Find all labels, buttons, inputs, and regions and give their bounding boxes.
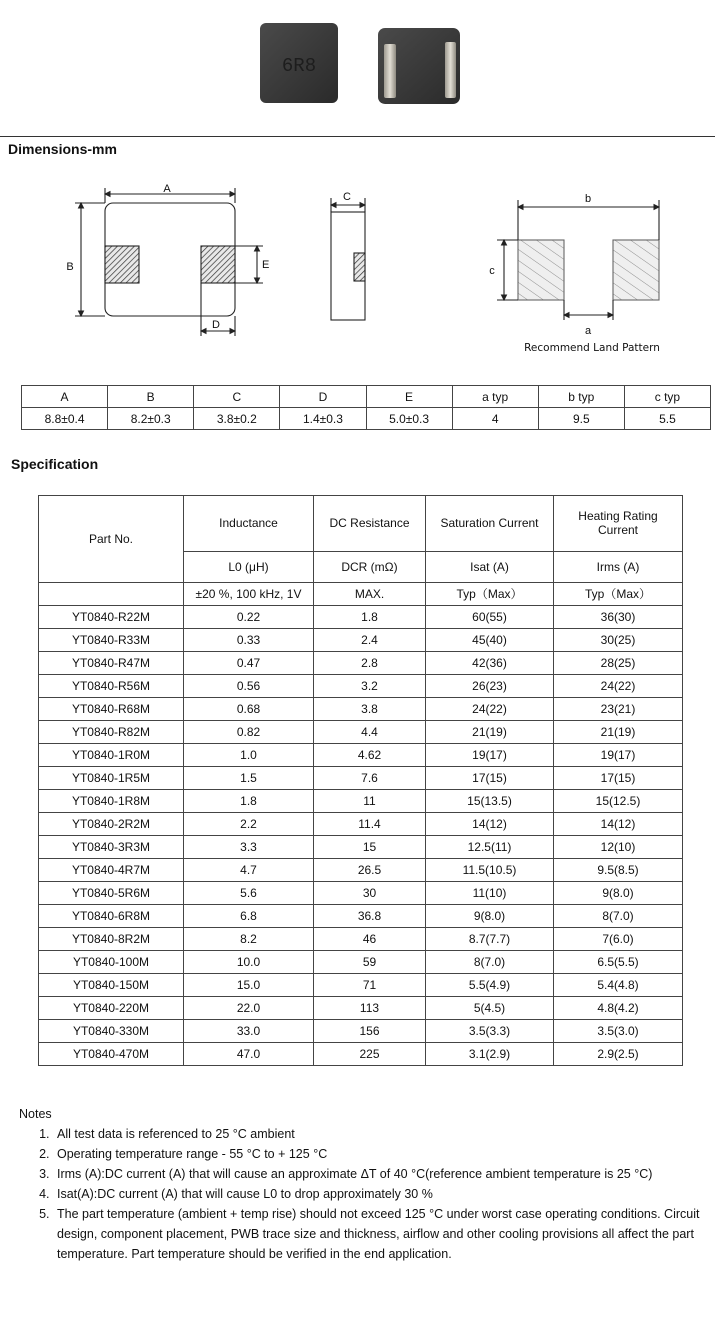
table-cell: 0.56 xyxy=(184,675,314,698)
front-view xyxy=(75,188,263,336)
table-row xyxy=(39,629,683,652)
inductor-side-view xyxy=(378,28,460,104)
table-cell: 2.8 xyxy=(314,652,426,675)
dimensions-header-row xyxy=(22,386,711,408)
table-cell: YT0840-5R6M xyxy=(39,882,184,905)
table-cell: 9.5(8.5) xyxy=(554,859,683,882)
land-pattern-caption: Recommend Land Pattern xyxy=(524,342,660,354)
table-cell: 36(30) xyxy=(554,606,683,629)
table-cell: YT0840-R82M xyxy=(39,721,184,744)
table-row xyxy=(39,721,683,744)
table-cell: 15(12.5) xyxy=(554,790,683,813)
table-cell: YT0840-R47M xyxy=(39,652,184,675)
table-header-cell: b typ xyxy=(538,386,624,408)
table-cell: 3.3 xyxy=(184,836,314,859)
table-cell: 9(8.0) xyxy=(554,882,683,905)
header-irms-unit: Irms (A) xyxy=(554,551,683,582)
table-header-cell: c typ xyxy=(624,386,710,408)
header-inductance: Inductance xyxy=(184,496,314,552)
table-header-cell: A xyxy=(22,386,108,408)
table-cell: 21(19) xyxy=(426,721,554,744)
table-cell: YT0840-100M xyxy=(39,951,184,974)
table-cell: 15.0 xyxy=(184,974,314,997)
table-cell: 36.8 xyxy=(314,905,426,928)
specification-title: Specification xyxy=(11,456,99,472)
spec-condition-row xyxy=(39,583,683,606)
table-cell: 11 xyxy=(314,790,426,813)
table-header-cell: D xyxy=(280,386,366,408)
table-cell: 7(6.0) xyxy=(554,928,683,951)
table-row xyxy=(39,997,683,1020)
table-row xyxy=(39,652,683,675)
table-cell: 0.22 xyxy=(184,606,314,629)
table-cell: 19(17) xyxy=(426,744,554,767)
dim-label-A: A xyxy=(163,183,171,195)
note-item: 3. Irms (A):DC current (A) that will cause an approximate ΔT of 40 °C(reference ambient temperature is 25 °C) xyxy=(53,1164,709,1184)
product-photo xyxy=(250,20,470,110)
table-cell: 26.5 xyxy=(314,859,426,882)
table-cell: 113 xyxy=(314,997,426,1020)
dimension-drawing xyxy=(55,178,685,358)
table-cell: 9.5 xyxy=(538,408,624,430)
table-cell: 1.5 xyxy=(184,767,314,790)
header-part-no-blank xyxy=(39,583,184,606)
table-cell: 33.0 xyxy=(184,1020,314,1043)
header-isat-condition: Typ（Max） xyxy=(426,583,554,606)
note-item: 5. The part temperature (ambient + temp rise) should not exceed 125 °C under worst case operating conditions. Circuit design, component placement, PWB trace size and thickness, airflow and other cooling provisions all affect the part temperature. Part temperature should be verified in the end application. xyxy=(53,1204,709,1264)
header-l0-condition: ±20 %, 100 kHz, 1V xyxy=(184,583,314,606)
dim-label-B: B xyxy=(66,261,74,273)
notes-title: Notes xyxy=(19,1107,52,1121)
note-item: 4. Isat(A):DC current (A) that will cause L0 to drop approximately 30 % xyxy=(53,1184,709,1204)
table-row xyxy=(39,767,683,790)
table-cell: 3.8 xyxy=(314,698,426,721)
table-cell: YT0840-2R2M xyxy=(39,813,184,836)
header-dc-resistance: DC Resistance xyxy=(314,496,426,552)
dim-label-b: b xyxy=(584,193,592,205)
table-cell: 3.5(3.3) xyxy=(426,1020,554,1043)
table-cell: 1.4±0.3 xyxy=(280,408,366,430)
note-item: 1. All test data is referenced to 25 °C ambient xyxy=(53,1124,709,1144)
table-cell: YT0840-4R7M xyxy=(39,859,184,882)
table-cell: YT0840-R68M xyxy=(39,698,184,721)
table-cell: 12.5(11) xyxy=(426,836,554,859)
table-cell: 60(55) xyxy=(426,606,554,629)
table-cell: 47.0 xyxy=(184,1043,314,1066)
table-cell: 0.82 xyxy=(184,721,314,744)
header-part-no: Part No. xyxy=(39,496,184,583)
table-cell: 1.8 xyxy=(314,606,426,629)
inductor-top-view xyxy=(260,23,338,103)
table-cell: 4.62 xyxy=(314,744,426,767)
table-cell: 8(7.0) xyxy=(426,951,554,974)
table-cell: 71 xyxy=(314,974,426,997)
table-cell: 4.7 xyxy=(184,859,314,882)
table-cell: YT0840-1R8M xyxy=(39,790,184,813)
table-row xyxy=(39,951,683,974)
table-cell: 24(22) xyxy=(426,698,554,721)
table-cell: 23(21) xyxy=(554,698,683,721)
table-cell: 7.6 xyxy=(314,767,426,790)
table-cell: 6.8 xyxy=(184,905,314,928)
land-pattern xyxy=(497,200,659,320)
table-cell: 4.8(4.2) xyxy=(554,997,683,1020)
table-cell: 30 xyxy=(314,882,426,905)
table-header-cell: a typ xyxy=(452,386,538,408)
dim-label-C: C xyxy=(343,191,351,203)
dim-label-c: c xyxy=(489,265,495,277)
header-heating-current: Heating Rating Current xyxy=(554,496,683,552)
table-cell: 5(4.5) xyxy=(426,997,554,1020)
table-cell: 3.2 xyxy=(314,675,426,698)
header-isat-unit: Isat (A) xyxy=(426,551,554,582)
table-row xyxy=(39,836,683,859)
side-view xyxy=(331,198,365,320)
table-cell: 26(23) xyxy=(426,675,554,698)
table-cell: YT0840-R22M xyxy=(39,606,184,629)
table-cell: 2.9(2.5) xyxy=(554,1043,683,1066)
table-row xyxy=(39,813,683,836)
dim-label-D: D xyxy=(212,319,220,331)
table-header-cell: E xyxy=(366,386,452,408)
table-row xyxy=(39,1043,683,1066)
table-cell: 15 xyxy=(314,836,426,859)
table-cell: 1.8 xyxy=(184,790,314,813)
table-cell: 11(10) xyxy=(426,882,554,905)
table-header-cell: B xyxy=(108,386,194,408)
table-cell: 21(19) xyxy=(554,721,683,744)
table-cell: 45(40) xyxy=(426,629,554,652)
table-cell: 19(17) xyxy=(554,744,683,767)
table-cell: 0.68 xyxy=(184,698,314,721)
table-cell: 4 xyxy=(452,408,538,430)
dimensions-table xyxy=(21,385,711,430)
table-cell: 17(15) xyxy=(426,767,554,790)
table-cell: 5.5(4.9) xyxy=(426,974,554,997)
table-cell: 9(8.0) xyxy=(426,905,554,928)
table-cell: 15(13.5) xyxy=(426,790,554,813)
table-cell: 8.8±0.4 xyxy=(22,408,108,430)
table-cell: 24(22) xyxy=(554,675,683,698)
table-cell: 0.47 xyxy=(184,652,314,675)
table-cell: 46 xyxy=(314,928,426,951)
table-cell: 5.0±0.3 xyxy=(366,408,452,430)
table-cell: 14(12) xyxy=(554,813,683,836)
table-cell: 11.5(10.5) xyxy=(426,859,554,882)
table-cell: 30(25) xyxy=(554,629,683,652)
table-cell: 0.33 xyxy=(184,629,314,652)
table-cell: 12(10) xyxy=(554,836,683,859)
spec-header-row xyxy=(39,496,683,552)
table-cell: 8.7(7.7) xyxy=(426,928,554,951)
table-cell: 17(15) xyxy=(554,767,683,790)
table-cell: 5.4(4.8) xyxy=(554,974,683,997)
table-row xyxy=(39,859,683,882)
table-cell: 5.5 xyxy=(624,408,710,430)
header-l0-unit: L0 (μH) xyxy=(184,551,314,582)
table-cell: YT0840-R56M xyxy=(39,675,184,698)
table-cell: 3.5(3.0) xyxy=(554,1020,683,1043)
table-cell: 10.0 xyxy=(184,951,314,974)
table-cell: 4.4 xyxy=(314,721,426,744)
notes-list xyxy=(19,1124,709,1264)
table-row xyxy=(39,928,683,951)
table-cell: YT0840-8R2M xyxy=(39,928,184,951)
table-row xyxy=(39,606,683,629)
header-irms-condition: Typ（Max） xyxy=(554,583,683,606)
header-dcr-condition: MAX. xyxy=(314,583,426,606)
dim-label-E: E xyxy=(262,259,270,271)
table-row xyxy=(39,882,683,905)
notes-section xyxy=(19,1104,709,1264)
table-cell: 14(12) xyxy=(426,813,554,836)
table-row xyxy=(39,675,683,698)
header-dcr-unit: DCR (mΩ) xyxy=(314,551,426,582)
table-cell: YT0840-6R8M xyxy=(39,905,184,928)
table-header-cell: C xyxy=(194,386,280,408)
table-cell: 3.1(2.9) xyxy=(426,1043,554,1066)
table-cell: 1.0 xyxy=(184,744,314,767)
table-row xyxy=(39,905,683,928)
divider-line xyxy=(0,136,715,137)
table-cell: 156 xyxy=(314,1020,426,1043)
specification-table xyxy=(38,495,683,1066)
table-cell: 2.4 xyxy=(314,629,426,652)
table-row xyxy=(39,744,683,767)
table-cell: 8.2 xyxy=(184,928,314,951)
table-cell: 28(25) xyxy=(554,652,683,675)
dim-label-a: a xyxy=(584,325,592,337)
table-cell: YT0840-150M xyxy=(39,974,184,997)
note-item: 2. Operating temperature range - 55 °C to + 125 °C xyxy=(53,1144,709,1164)
table-cell: 42(36) xyxy=(426,652,554,675)
table-cell: 59 xyxy=(314,951,426,974)
table-cell: YT0840-470M xyxy=(39,1043,184,1066)
table-cell: 3.8±0.2 xyxy=(194,408,280,430)
table-cell: 2.2 xyxy=(184,813,314,836)
table-cell: YT0840-330M xyxy=(39,1020,184,1043)
table-cell: 225 xyxy=(314,1043,426,1066)
table-row xyxy=(39,974,683,997)
table-row xyxy=(39,698,683,721)
table-cell: YT0840-R33M xyxy=(39,629,184,652)
inductor-marking: 6R8 xyxy=(281,55,317,77)
table-cell: YT0840-3R3M xyxy=(39,836,184,859)
table-row xyxy=(39,790,683,813)
table-cell: YT0840-220M xyxy=(39,997,184,1020)
table-cell: 8(7.0) xyxy=(554,905,683,928)
table-cell: YT0840-1R5M xyxy=(39,767,184,790)
table-cell: 22.0 xyxy=(184,997,314,1020)
table-cell: YT0840-1R0M xyxy=(39,744,184,767)
header-saturation-current: Saturation Current xyxy=(426,496,554,552)
table-cell: 6.5(5.5) xyxy=(554,951,683,974)
table-cell: 11.4 xyxy=(314,813,426,836)
dimensions-title: Dimensions-mm xyxy=(8,141,117,157)
table-row xyxy=(39,1020,683,1043)
table-cell: 5.6 xyxy=(184,882,314,905)
dimensions-value-row xyxy=(22,408,711,430)
table-cell: 8.2±0.3 xyxy=(108,408,194,430)
